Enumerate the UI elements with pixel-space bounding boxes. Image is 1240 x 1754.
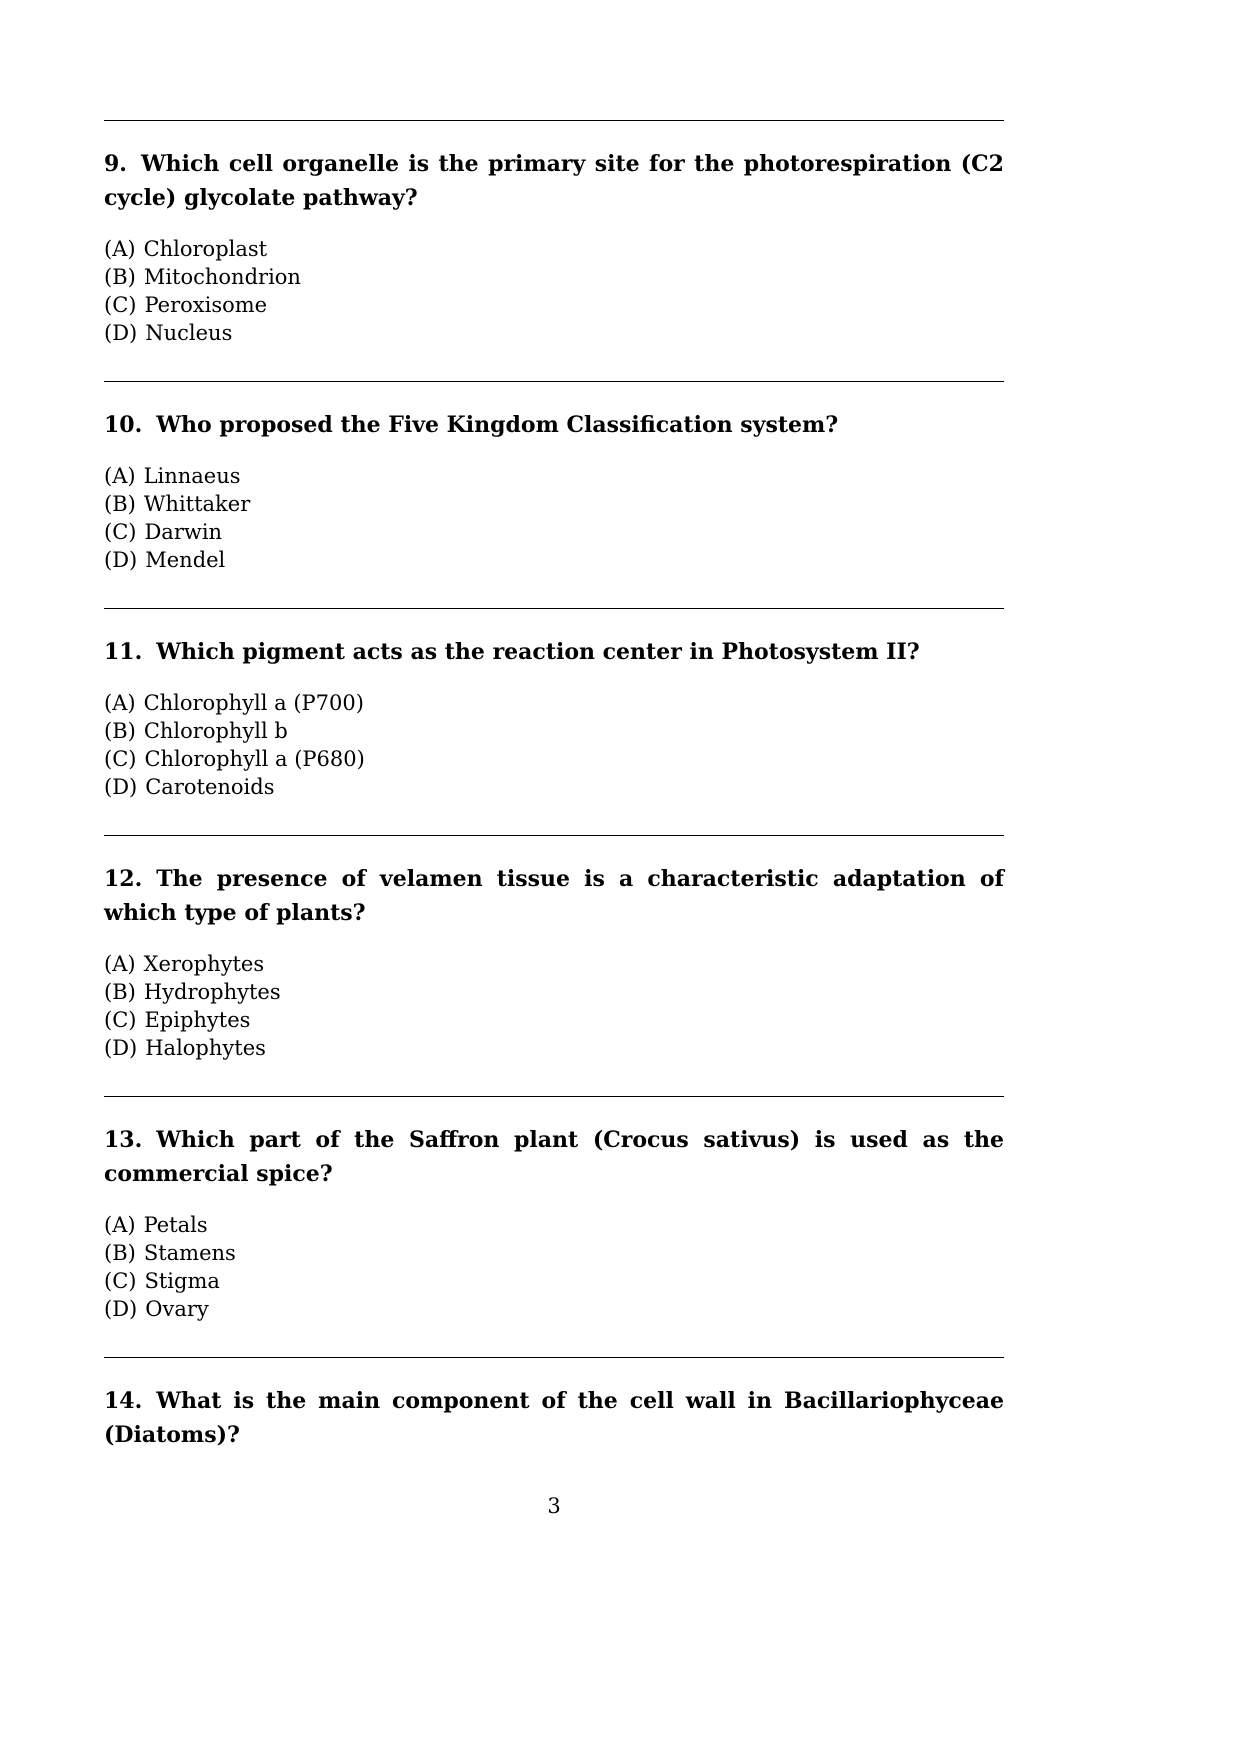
option-text: Petals [143, 1213, 208, 1237]
option-row [104, 1211, 1004, 1239]
option-label: (D) [104, 1297, 138, 1321]
option-label: (A) [104, 1213, 136, 1237]
option-label: (C) [104, 520, 137, 544]
option-label: (A) [104, 237, 136, 261]
option-row [104, 689, 1004, 717]
option-label: (B) [104, 265, 136, 289]
option-row [104, 291, 1004, 319]
option-text: Darwin [144, 520, 223, 544]
option-label: (B) [104, 719, 136, 743]
question-title [104, 1123, 1004, 1191]
option-row [104, 978, 1004, 1006]
option-label: (C) [104, 1008, 137, 1032]
option-text: Epiphytes [144, 1008, 251, 1032]
question-title [104, 862, 1004, 930]
question-block [104, 121, 1004, 381]
question-title [104, 635, 1004, 669]
option-text: Xerophytes [143, 952, 265, 976]
option-label: (B) [104, 980, 136, 1004]
question-text: Which part of the Saffron plant (Crocus sativus) is used as the commercial spice? [104, 1127, 1004, 1187]
option-row [104, 1295, 1004, 1323]
option-text: Hydrophytes [143, 980, 281, 1004]
option-row [104, 1034, 1004, 1062]
option-label: (A) [104, 464, 136, 488]
question-block [104, 1097, 1004, 1357]
option-text: Chloroplast [143, 237, 268, 261]
option-row [104, 518, 1004, 546]
question-text: The presence of velamen tissue is a characteristic adaptation of which type of plants? [104, 866, 1004, 926]
question-number: 9. [104, 151, 127, 177]
question-block [104, 609, 1004, 835]
option-label: (C) [104, 747, 137, 771]
question-block [104, 382, 1004, 608]
option-row [104, 462, 1004, 490]
question-text: Which pigment acts as the reaction center in Photosystem II? [156, 639, 920, 665]
option-label: (D) [104, 548, 138, 572]
option-row [104, 319, 1004, 347]
option-label: (C) [104, 293, 137, 317]
option-label: (D) [104, 775, 138, 799]
option-text: Stamens [143, 1241, 236, 1265]
question-title [104, 147, 1004, 215]
option-label: (A) [104, 691, 136, 715]
option-text: Stigma [144, 1269, 220, 1293]
option-text: Mendel [145, 548, 226, 572]
option-label: (D) [104, 321, 138, 345]
option-label: (C) [104, 1269, 137, 1293]
option-text: Halophytes [145, 1036, 266, 1060]
option-row [104, 1267, 1004, 1295]
option-text: Chlorophyll a (P680) [144, 747, 365, 771]
question-number: 12. [104, 866, 143, 892]
option-row [104, 773, 1004, 801]
option-text: Peroxisome [144, 293, 268, 317]
options-list [104, 1211, 1004, 1323]
option-label: (A) [104, 952, 136, 976]
question-number: 14. [104, 1388, 143, 1414]
option-row [104, 1006, 1004, 1034]
question-number: 11. [104, 639, 143, 665]
option-row [104, 717, 1004, 745]
options-list [104, 950, 1004, 1062]
option-text: Whittaker [143, 492, 251, 516]
option-row [104, 1239, 1004, 1267]
option-text: Linnaeus [143, 464, 241, 488]
option-label: (D) [104, 1036, 138, 1060]
option-text: Chlorophyll a (P700) [143, 691, 364, 715]
option-text: Carotenoids [145, 775, 275, 799]
document-page [104, 0, 1004, 1452]
option-row [104, 490, 1004, 518]
question-text: Which cell organelle is the primary site for the photorespiration (C2 cycle) glycolate pathway? [104, 151, 1004, 211]
option-label: (B) [104, 492, 136, 516]
option-row [104, 745, 1004, 773]
question-number: 10. [104, 412, 143, 438]
option-row [104, 263, 1004, 291]
options-list [104, 689, 1004, 801]
option-label: (B) [104, 1241, 136, 1265]
question-text: What is the main component of the cell wall in Bacillariophyceae (Diatoms)? [104, 1388, 1004, 1448]
option-text: Mitochondrion [143, 265, 301, 289]
question-text: Who proposed the Five Kingdom Classification system? [156, 412, 839, 438]
option-row [104, 235, 1004, 263]
option-text: Chlorophyll b [143, 719, 288, 743]
option-row [104, 546, 1004, 574]
question-block [104, 1358, 1004, 1452]
question-title [104, 408, 1004, 442]
options-list [104, 462, 1004, 574]
question-title [104, 1384, 1004, 1452]
option-text: Nucleus [145, 321, 233, 345]
question-number: 13. [104, 1127, 143, 1153]
options-list [104, 235, 1004, 347]
page-number: 3 [547, 1494, 561, 1518]
question-block [104, 836, 1004, 1096]
option-text: Ovary [145, 1297, 209, 1321]
option-row [104, 950, 1004, 978]
